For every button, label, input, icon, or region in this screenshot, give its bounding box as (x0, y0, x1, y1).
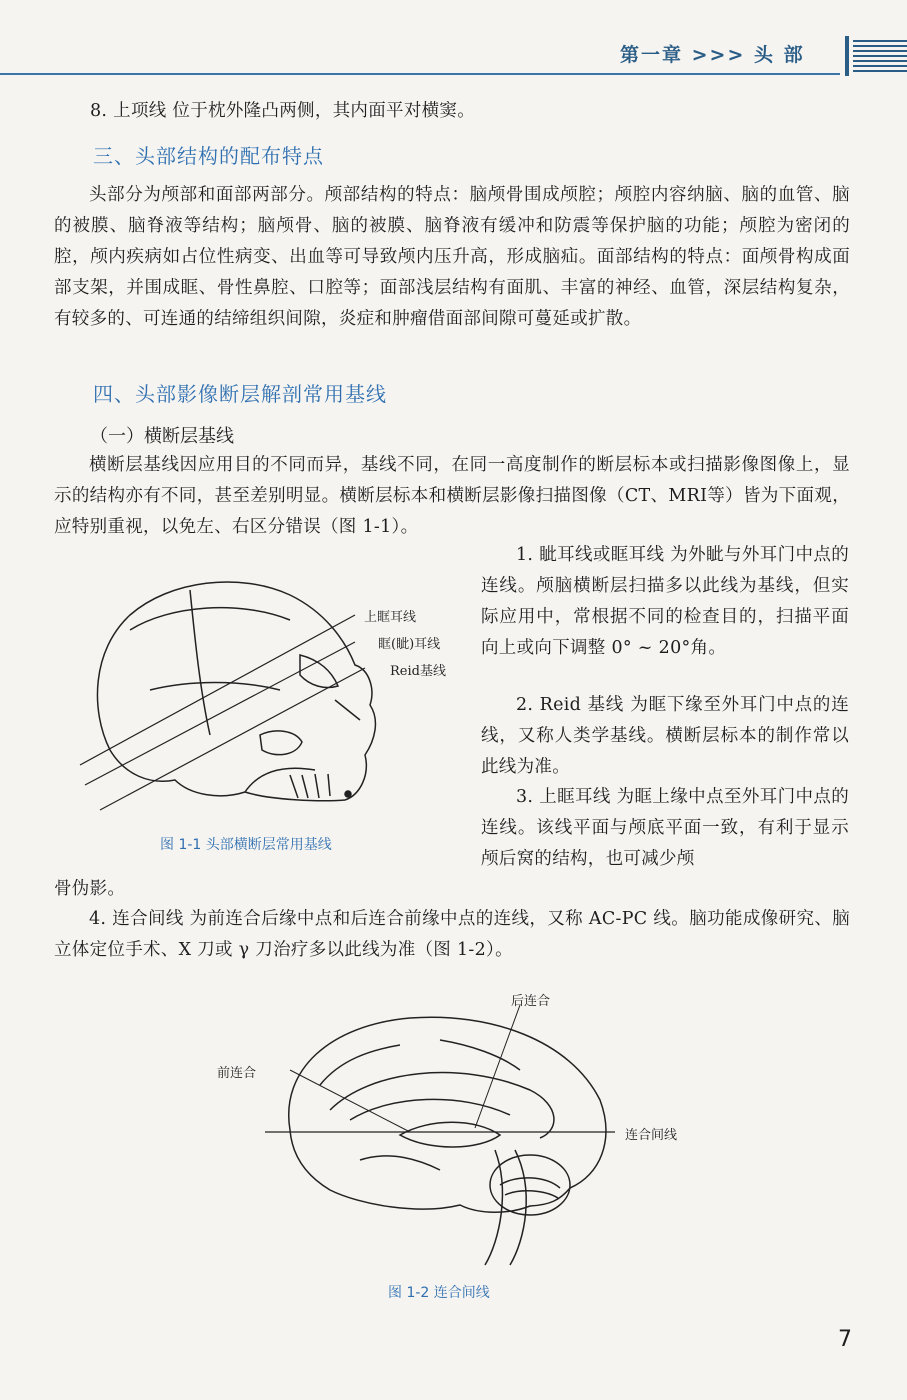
chapter-header: 第一章 >>> 头 部 (620, 44, 805, 66)
item-3: 3. 上眶耳线 为眶上缘中点至外耳门中点的连线。该线平面与颅底平面一致，有利于显示颅后窝的结构，也可减少颅 (481, 787, 849, 869)
fig2-label-anterior-commissure: 前连合 (217, 1066, 257, 1081)
section-3-body: 头部分为颅部和面部两部分。颅部结构的特点：脑颅骨围成颅腔；颅腔内容纳脑、脑的血管、脑的被膜、脑脊液等结构；脑颅骨、脑的被膜、脑脊液有缓冲和防震等保护脑的功能；颅腔为密闭的腔，颅内疾病如占位性病变、出血等可导致颅内压升高，形成脑疝。面部结构的特点：面颅骨构成面部支架，并围成眶、骨性鼻腔、口腔等；面部浅层结构有面肌、丰富的神经、血管，深层结构复杂，有较多的、可连通的结缔组织间隙，炎症和肿瘤借面部间隙可蔓延或扩散。 (54, 185, 850, 329)
item-8: 8. 上项线 位于枕外隆凸两侧，其内面平对横窦。 (90, 101, 476, 121)
section-4-intro: 横断层基线因应用目的不同而异，基线不同，在同一高度制作的断层标本或扫描影像图像上，显示的结构亦有不同，甚至差别明显。横断层标本和横断层影像扫描图像（CT、MRI等）皆为下面观，应特别重视，以免左、右区分错误（图 1-1）。 (54, 455, 850, 537)
item-1: 1. 眦耳线或眶耳线 为外眦与外耳门中点的连线。颅脑横断层扫描多以此线为基线，但实际应用中，常根据不同的检查目的，扫描平面向上或向下调整 0° ~ 20°角。 (481, 545, 849, 658)
subsection-1-title: （一）横断层基线 (90, 426, 234, 447)
figure-1-caption: 图 1-1 头部横断层常用基线 (160, 837, 332, 853)
header-decoration-icon (845, 36, 907, 76)
page-number: 7 (838, 1327, 852, 1352)
fig1-label-orbitomeatal: 眶(眦)耳线 (378, 637, 441, 652)
item-3-continued: 骨伪影。 (54, 879, 126, 899)
brain-figure (260, 1000, 620, 1270)
skull-figure (70, 560, 470, 820)
section-4-title: 四、头部影像断层解剖常用基线 (93, 382, 387, 406)
header-rule (0, 73, 840, 75)
fig2-label-posterior-commissure: 后连合 (511, 994, 551, 1009)
fig1-label-reid: Reid基线 (390, 664, 446, 679)
item-4: 4. 连合间线 为前连合后缘中点和后连合前缘中点的连线，又称 AC-PC 线。脑功能成像研究、脑立体定位手术、X 刀或 γ 刀治疗多以此线为准（图 1-2）。 (54, 909, 850, 960)
section-3-title: 三、头部结构的配布特点 (93, 144, 324, 168)
item-2: 2. Reid 基线 为眶下缘至外耳门中点的连线，又称人类学基线。横断层标本的制作常以此线为准。 (481, 695, 849, 777)
fig1-label-supraorbital: 上眶耳线 (364, 610, 417, 625)
figure-2-caption: 图 1-2 连合间线 (388, 1285, 490, 1301)
fig2-label-ac-pc-line: 连合间线 (625, 1128, 678, 1143)
